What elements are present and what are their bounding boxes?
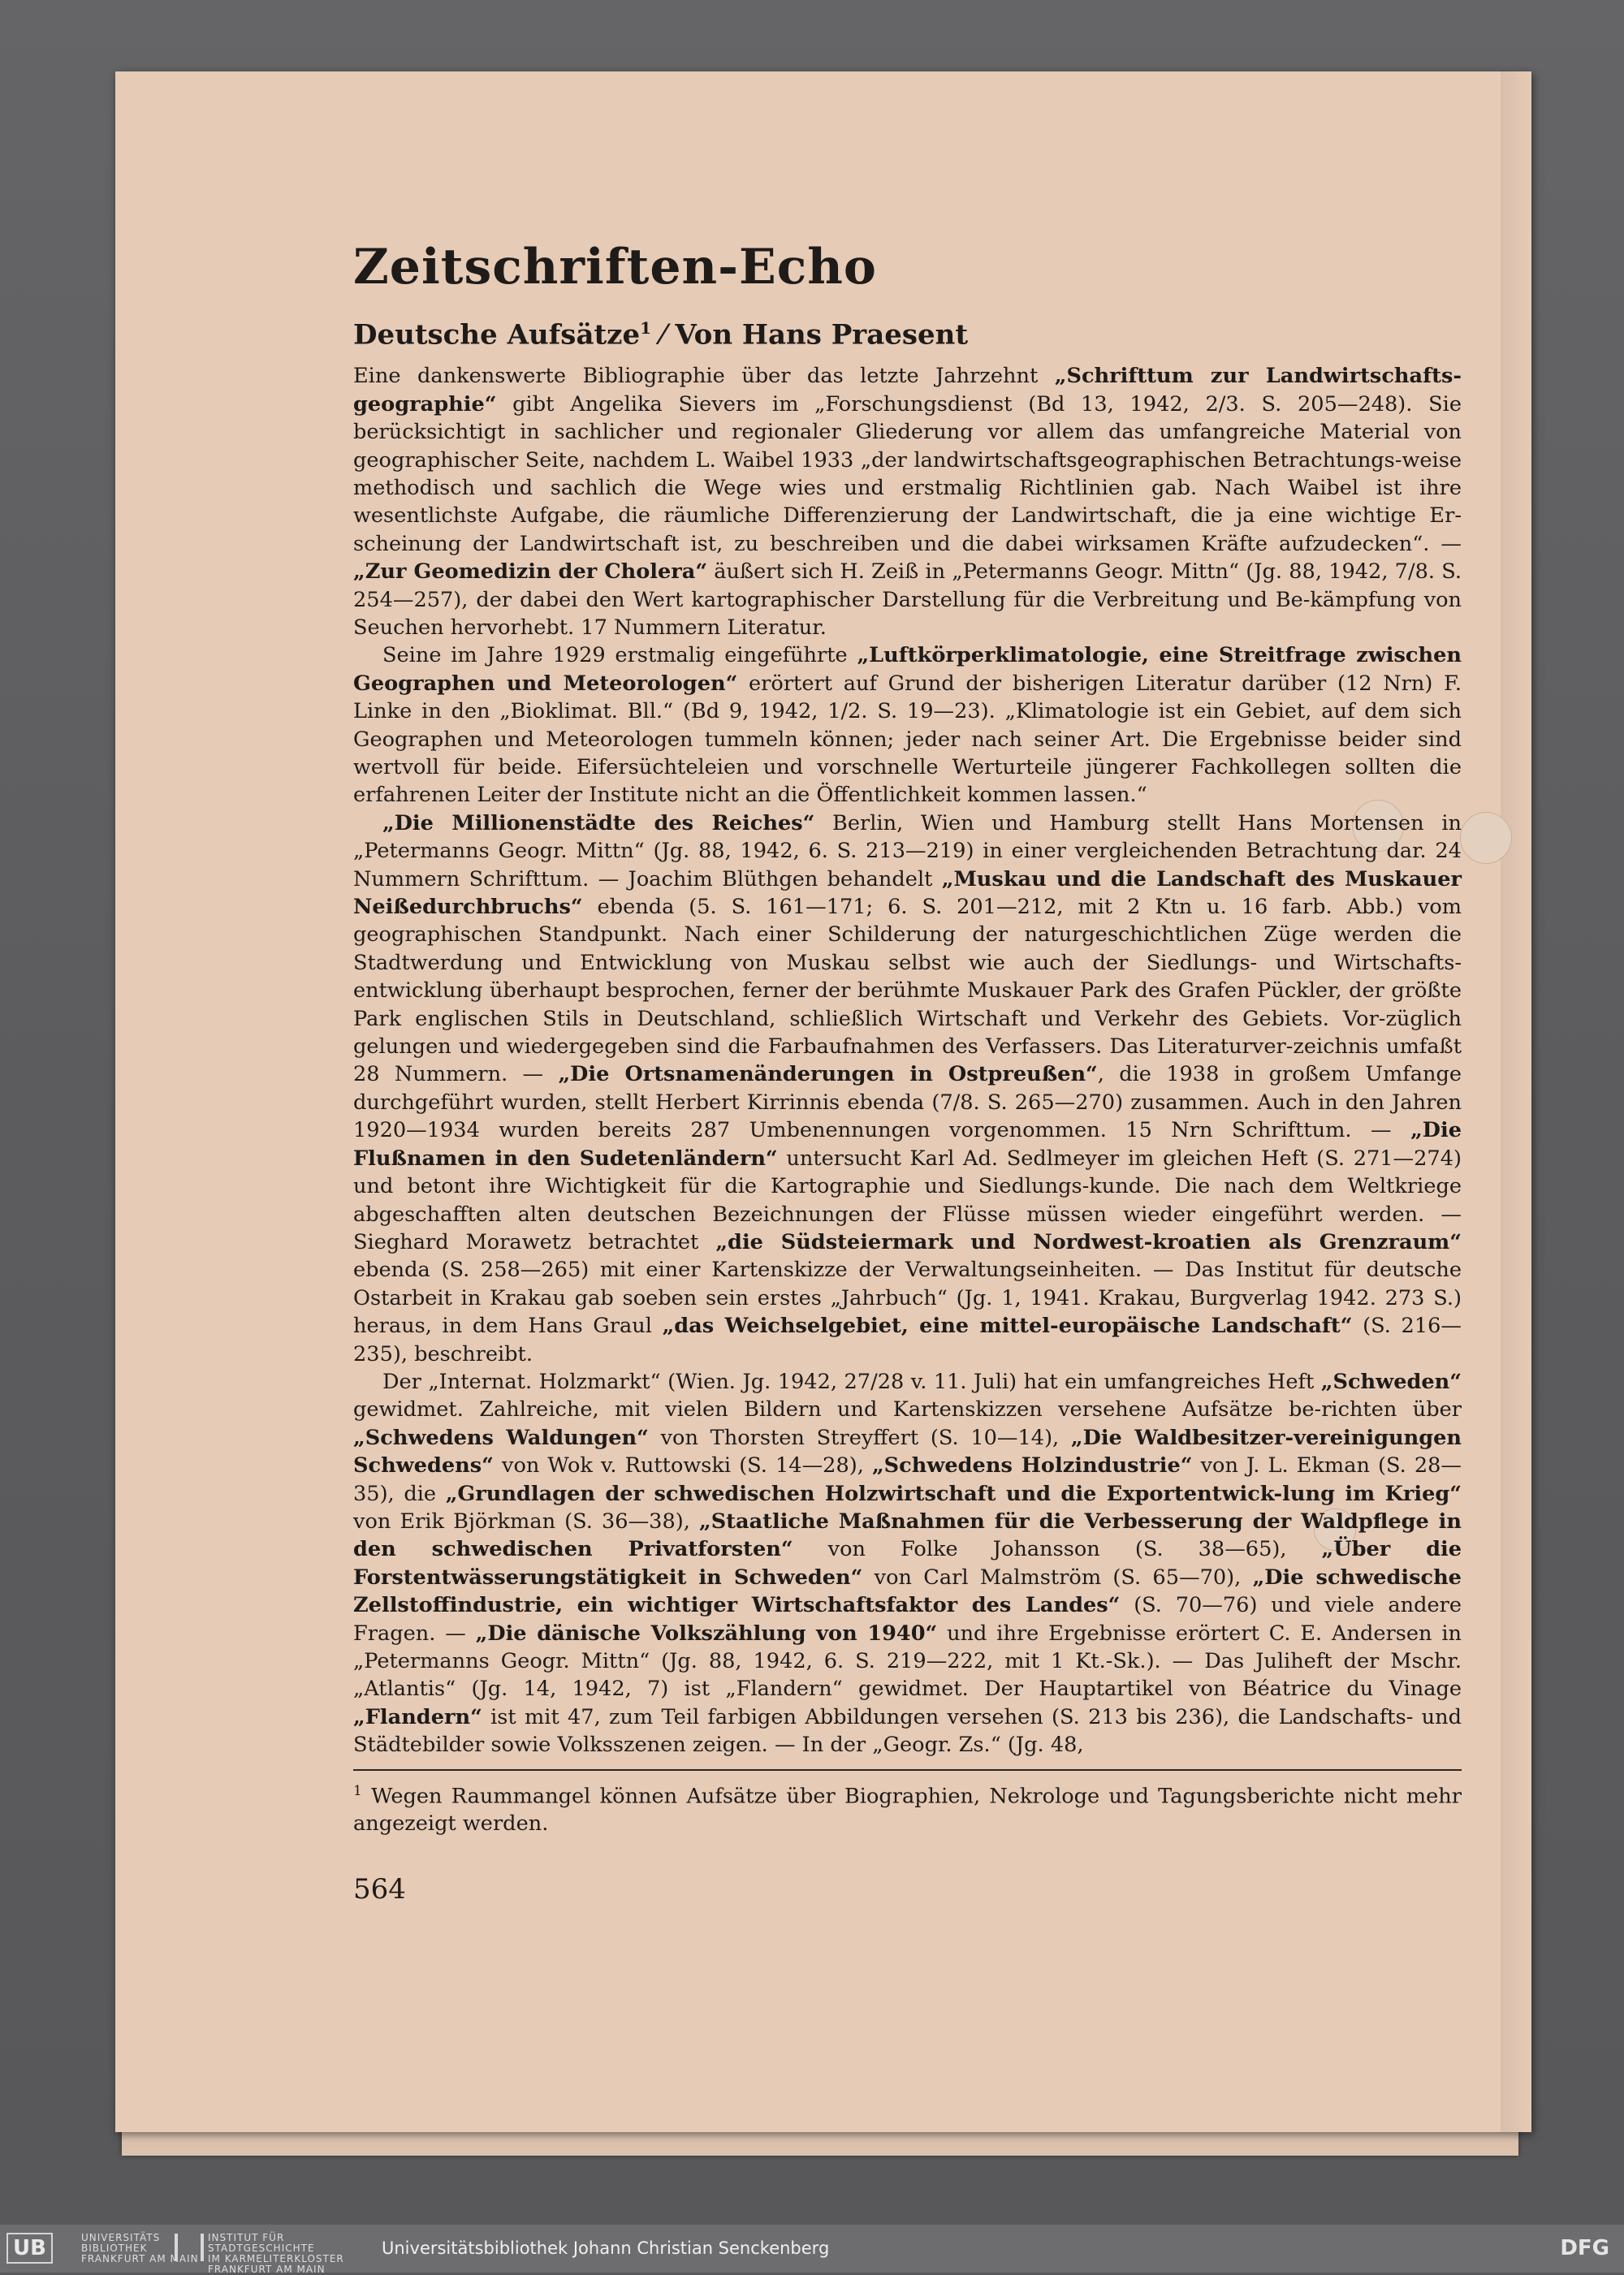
viewer-footer bbox=[0, 2225, 1624, 2273]
cited-title: „Die Waldbesitzer-vereinigungen Schwedens“ bbox=[353, 1425, 1462, 1479]
footnote-rule bbox=[353, 1769, 1462, 1771]
library-name: Universitätsbibliothek Johann Christian Senckenberg bbox=[382, 2238, 830, 2258]
isg-name-line: IM KARMELITERKLOSTER bbox=[208, 2253, 344, 2264]
cited-title: „Schweden“ bbox=[1320, 1369, 1462, 1394]
article-heading bbox=[353, 310, 1462, 352]
article-heading-text: Deutsche Aufsätze bbox=[353, 318, 641, 352]
isg-name-line: FRANKFURT AM MAIN bbox=[208, 2264, 326, 2275]
text-run: (S. 216—235), beschreibt. bbox=[353, 1314, 1462, 1366]
ub-name-line: BIBLIOTHEK bbox=[81, 2243, 148, 2254]
cited-title: „Schwedens Waldungen“ bbox=[353, 1425, 649, 1450]
footnote-text: Wegen Raummangel können Aufsätze über Biographien, Nekrologe und Tagungsberichte nicht mehr angezeigt werden. bbox=[353, 1784, 1462, 1837]
text-run: von Thorsten Streyffert (S. 10—14), bbox=[648, 1425, 1071, 1450]
text-run: Der „Internat. Holzmarkt“ (Wien. Jg. 1942, 27/28 v. 11. Juli) hat ein umfangreiches Heft bbox=[382, 1369, 1321, 1394]
cited-title: „die Südsteiermark und Nordwest-kroatien als Grenzraum“ bbox=[715, 1229, 1462, 1254]
ub-name-line: FRANKFURT AM MAIN bbox=[81, 2253, 199, 2264]
text-run: erörtert auf Grund der bisherigen Literatur darüber (12 Nrn) F. Linke in den „Bioklimat. Bll.“ (Bd 9, 1942, 1/2. S. 19—23). „Klimatologie ist ein Gebiet, auf dem sich Geographen und Meteorologen tummeln können; jeder nach seiner Art. Die Ergebnisse beider sind wertvoll für beide. Eifersüchteleien und vorschnelle Werturteile jüngerer Fachkollegen sollten die erfahrenen Leiter der Institute nicht an die Öffentlichkeit kommen lassen.“ bbox=[353, 671, 1462, 808]
isg-name-line: STADTGESCHICHTE bbox=[208, 2243, 315, 2254]
cited-title: „Luftkörperklimatologie, eine Streitfrage zwischen Geographen und Meteorologen“ bbox=[353, 643, 1462, 696]
text-run: Eine dankenswerte Bibliographie über das letzte Jahrzehnt bbox=[353, 364, 1055, 389]
cited-title: „Flandern“ bbox=[353, 1704, 482, 1729]
page-number: 564 bbox=[353, 1873, 406, 1906]
text-run: und ihre Ergebnisse erörtert C. E. Andersen in „Petermanns Geogr. Mittn“ (Jg. 88, 1942, 6. S. 219—222, mit 1 Kt.-Sk.). — Das Juliheft der Mschr. „Atlantis“ (Jg. 14, 1942, 7) ist „Flandern“ gewidmet. Der Hauptartikel von Béatrice du Vinage bbox=[353, 1621, 1462, 1702]
isg-name bbox=[208, 2233, 344, 2275]
text-run: Berlin, Wien und Hamburg stellt Hans Mortensen in „Petermanns Geogr. Mittn“ (Jg. 88, 1942, 6. S. 213—219) in einer vergleichenden Betrachtung dar. 24 Nummern Schrifttum. — Joachim Blüthgen behandelt bbox=[353, 810, 1462, 891]
text-run: von J. L. Ekman (S. 28—35), die bbox=[353, 1453, 1462, 1506]
text-run: Seine im Jahre 1929 erstmalig eingeführte bbox=[382, 643, 857, 668]
footnote-number: 1 bbox=[353, 1782, 362, 1799]
isg-logo-icon[interactable] bbox=[175, 2234, 204, 2261]
ub-logo[interactable]: UB bbox=[6, 2233, 53, 2264]
isg-name-line: INSTITUT FÜR bbox=[208, 2232, 285, 2243]
cited-title: „Staatliche Maßnahmen für die Verbesserung der Waldpflege in den schwedischen Privatforsten“ bbox=[353, 1509, 1462, 1562]
cited-title: „Die Ortsnamenänderungen in Ostpreußen“ bbox=[558, 1062, 1098, 1087]
text-run: gewidmet. Zahlreiche, mit vielen Bildern und Kartenskizzen versehene Aufsätze be-richten über bbox=[353, 1397, 1462, 1422]
paragraph bbox=[353, 809, 1462, 1368]
cited-title: „Schrifttum zur Landwirtschafts-geographie“ bbox=[353, 364, 1462, 417]
text-run: (S. 70—76) und viele andere Fragen. — bbox=[353, 1593, 1462, 1646]
text-run: von Carl Malmström (S. 65—70), bbox=[862, 1565, 1253, 1590]
section-title: Zeitschriften-Echo bbox=[353, 239, 877, 296]
dfg-logo[interactable]: DFG bbox=[1560, 2236, 1609, 2260]
text-run: , die 1938 in großem Umfange durchgeführt wurden, stellt Herbert Kirrinnis ebenda (7/8. S. 265—270) zusammen. Auch in den Jahren 1920—1934 wurden bereits 287 Umbenennungen vorgenommen. 15 Nrn Schrifttum. — bbox=[353, 1062, 1462, 1143]
text-run: untersucht Karl Ad. Sedlmeyer im gleichen Heft (S. 271—274) und betont ihre Wichtigkeit für die Kartographie und Siedlungs-kunde. Die nach dem Weltkriege abgeschafften alten deutschen Bezeichnungen der Flüsse müssen wieder eingeführt werden. — Sieghard Morawetz betrachtet bbox=[353, 1146, 1462, 1254]
text-run: ist mit 47, zum Teil farbigen Abbildungen versehen (S. 213 bis 236), die Landschafts- und Städtebilder sowie Volksszenen zeigen. — In der „Geogr. Zs.“ (Jg. 48, bbox=[353, 1704, 1462, 1758]
text-run: von Wok v. Ruttowski (S. 14—28), bbox=[493, 1453, 872, 1479]
page-edge-shadow bbox=[1501, 71, 1533, 2132]
paragraph bbox=[353, 641, 1462, 809]
text-run: von Folke Johansson (S. 38—65), bbox=[793, 1537, 1322, 1562]
cited-title: „Die Millionenstädte des Reiches“ bbox=[382, 810, 815, 835]
paragraph bbox=[353, 1368, 1462, 1759]
article-author: ⁄ Von Hans Praesent bbox=[651, 318, 969, 352]
ub-name-line: UNIVERSITÄTS bbox=[81, 2232, 161, 2243]
paragraph bbox=[353, 362, 1462, 641]
text-run: ebenda (5. S. 161—171; 6. S. 201—212, mit 2 Ktn u. 16 farb. Abb.) vom geographischen Standpunkt. Nach einer Schilderung der naturgeschichtlichen Züge werden die Stadtwerdung und Entwicklung von Muskau selbst wie auch der Siedlungs- und Wirtschafts-entwicklung überhaupt besprochen, ferner der berühmte Muskauer Park des Grafen Pückler, der größte Park englischen Stils in Deutschland, schließlich Wirtschaft und Verkehr des Gebiets. Vor-züglich gelungen und wiedergegeben sind die Farbaufnahmen des Verfassers. Das Literaturver-zeichnis umfaßt 28 Nummern. — bbox=[353, 895, 1462, 1087]
cited-title: „Die Flußnamen in den Sudetenländern“ bbox=[353, 1118, 1462, 1171]
text-run: äußert sich H. Zeiß in „Petermanns Geogr. Mittn“ (Jg. 88, 1942, 7/8. S. 254—257), der dabei den Wert kartographischer Darstellung für die Verbreitung und Be-kämpfung von Seuchen hervorhebt. 17 Nummern Literatur. bbox=[353, 559, 1462, 640]
text-run: ebenda (S. 258—265) mit einer Kartenskizze der Verwaltungseinheiten. — Das Institut für deutsche Ostarbeit in Krakau gab soeben sein erstes „Jahrbuch“ (Jg. 1, 1941. Krakau, Burgverlag 1942. 273 S.) heraus, in dem Hans Graul bbox=[353, 1258, 1462, 1339]
footnote bbox=[353, 1777, 1462, 1838]
article bbox=[353, 235, 1462, 1906]
cited-title: „Über die Forstentwässerungstätigkeit in Schweden“ bbox=[353, 1537, 1462, 1590]
cited-title: „Grundlagen der schwedischen Holzwirtschaft und die Exportentwick-lung im Krieg“ bbox=[445, 1481, 1462, 1506]
cited-title: „Schwedens Holzindustrie“ bbox=[871, 1453, 1193, 1479]
text-run: gibt Angelika Sievers im „Forschungsdienst (Bd 13, 1942, 2/3. S. 205—248). Sie berücksichtigt in sachlicher und regionaler Gliederung vor allem das umfangreiche Material von geographischer Seite, nachdem L. Waibel 1933 „der landwirtschaftsgeographischen Betrachtungs-weise methodisch und sachlich die Wege wies und erstmalig Richtlinien gab. Nach Waibel ist ihre wesentlichste Aufgabe, die räumliche Differenzierung der Landwirtschaft, die ja eine wichtige Er-scheinung der Landwirtschaft ist, zu beschreiben und die dabei wirksamen Kräfte aufzudecken“. — bbox=[353, 391, 1462, 556]
body-text bbox=[353, 362, 1462, 1759]
cited-title: „Zur Geomedizin der Cholera“ bbox=[353, 559, 708, 585]
cited-title: „das Weichselgebiet, eine mittel-europäische Landschaft“ bbox=[662, 1314, 1353, 1339]
cited-title: „Die schwedische Zellstoffindustrie, ein wichtiger Wirtschaftsfaktor des Landes“ bbox=[353, 1565, 1462, 1618]
cited-title: „Die dänische Volkszählung von 1940“ bbox=[475, 1621, 938, 1646]
punch-hole bbox=[1460, 812, 1512, 864]
cited-title: „Muskau und die Landschaft des Muskauer Neißedurchbruchs“ bbox=[353, 866, 1462, 920]
text-run: von Erik Björkman (S. 36—38), bbox=[353, 1509, 699, 1534]
footnote-marker: 1 bbox=[640, 318, 652, 338]
